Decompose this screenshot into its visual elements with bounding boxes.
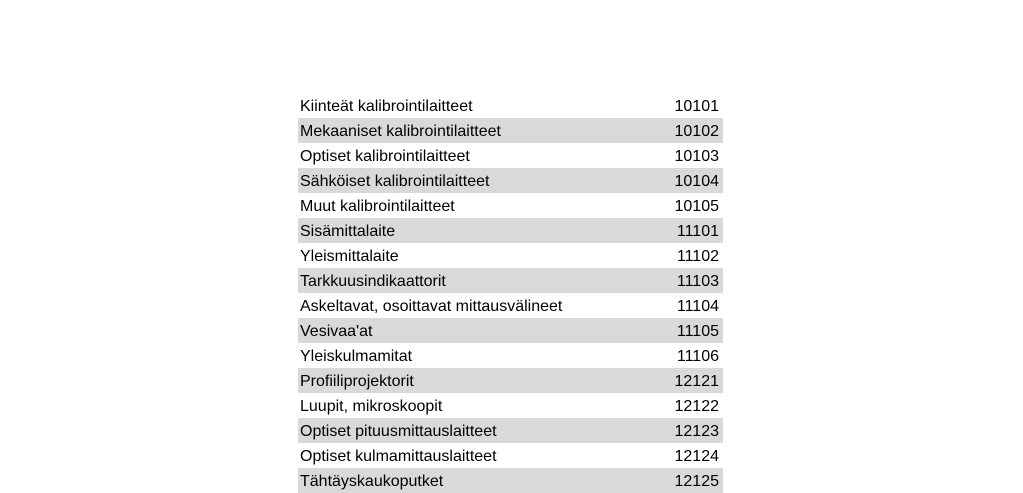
- equipment-name: Luupit, mikroskoopit: [300, 398, 443, 415]
- table-row: [298, 218, 723, 243]
- equipment-name: Sisämittalaite: [300, 223, 396, 240]
- equipment-name: Optiset kulmamittauslaitteet: [300, 448, 497, 465]
- table-row: [298, 393, 723, 418]
- equipment-code: 12124: [674, 448, 719, 465]
- equipment-code: 10104: [674, 173, 719, 190]
- table-row: [298, 343, 723, 368]
- equipment-name: Mekaaniset kalibrointilaitteet: [300, 123, 501, 140]
- equipment-code: 12121: [674, 373, 719, 390]
- equipment-code: 10102: [674, 123, 719, 140]
- equipment-name: Profiiliprojektorit: [300, 373, 414, 390]
- table-row: [298, 193, 723, 218]
- table-row: [298, 418, 723, 443]
- table-row: [298, 168, 723, 193]
- equipment-name: Optiset kalibrointilaitteet: [300, 148, 470, 165]
- table-row: [298, 293, 723, 318]
- equipment-code: 11101: [676, 223, 719, 240]
- equipment-code: 10103: [674, 148, 719, 165]
- equipment-name: Tarkkuusindikaattorit: [300, 273, 446, 290]
- equipment-code: 12122: [674, 398, 719, 415]
- table-row: [298, 143, 723, 168]
- equipment-name: Kiinteät kalibrointilaitteet: [300, 98, 473, 115]
- table-row: [298, 443, 723, 468]
- equipment-code: 11105: [676, 323, 719, 340]
- equipment-code-table: [298, 93, 723, 493]
- equipment-code: 12125: [674, 473, 719, 490]
- table-row: [298, 268, 723, 293]
- equipment-code: 10105: [674, 198, 719, 215]
- table-row: [298, 368, 723, 393]
- equipment-code: 10101: [674, 98, 719, 115]
- table-row: [298, 318, 723, 343]
- equipment-name: Vesivaa'at: [300, 323, 373, 340]
- equipment-name: Sähköiset kalibrointilaitteet: [300, 173, 490, 190]
- table-row: [298, 243, 723, 268]
- equipment-name: Yleismittalaite: [300, 248, 399, 265]
- equipment-code: 11103: [676, 273, 719, 290]
- equipment-name: Optiset pituusmittauslaitteet: [300, 423, 497, 440]
- equipment-name: Muut kalibrointilaitteet: [300, 198, 455, 215]
- equipment-name: Askeltavat, osoittavat mittausvälineet: [300, 298, 563, 315]
- table-row: [298, 93, 723, 118]
- equipment-code: 11102: [676, 248, 719, 265]
- equipment-code: 11104: [676, 298, 719, 315]
- equipment-name: Yleiskulmamitat: [300, 348, 413, 365]
- equipment-code: 12123: [674, 423, 719, 440]
- table-row: [298, 468, 723, 493]
- equipment-name: Tähtäyskaukoputket: [300, 473, 444, 490]
- table-row: [298, 118, 723, 143]
- equipment-code: 11106: [676, 348, 719, 365]
